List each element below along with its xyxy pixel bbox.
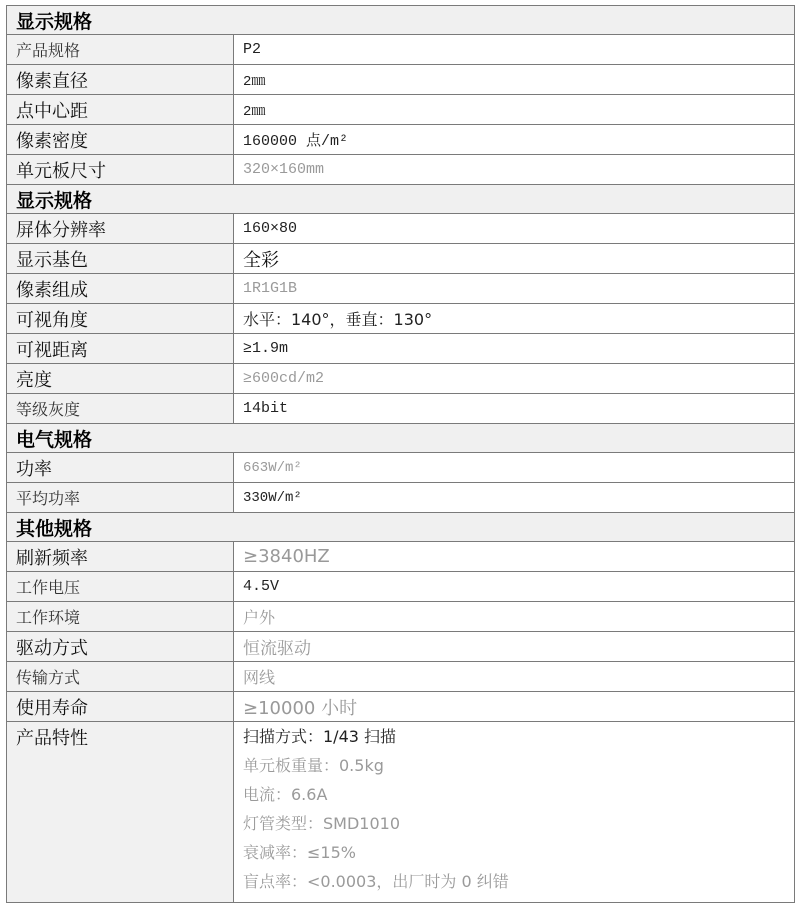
table-row — [7, 483, 795, 513]
table-row — [7, 453, 795, 483]
row-label: 等级灰度 — [7, 394, 234, 424]
feature-line: 衰减率：≤15% — [243, 843, 356, 862]
row-label: 像素直径 — [7, 65, 234, 95]
table-row — [7, 155, 795, 185]
table-row — [7, 364, 795, 394]
row-value: 1R1G1B — [234, 274, 795, 304]
features-list — [234, 722, 795, 903]
table-row — [7, 274, 795, 304]
row-label: 可视角度 — [7, 304, 234, 334]
row-label: 产品特性 — [7, 722, 234, 903]
table-row — [7, 542, 795, 572]
row-value: 2㎜ — [234, 95, 795, 125]
row-label: 像素密度 — [7, 125, 234, 155]
table-row — [7, 334, 795, 364]
row-value: 4.5V — [234, 572, 795, 602]
row-label: 平均功率 — [7, 483, 234, 513]
table-row — [7, 394, 795, 424]
table-row — [7, 214, 795, 244]
row-value: ≥10000 小时 — [234, 692, 795, 722]
row-label: 驱动方式 — [7, 632, 234, 662]
section-title-display-2: 显示规格 — [7, 185, 795, 214]
row-value: ≥600cd/m2 — [234, 364, 795, 394]
row-value: 330W/m² — [234, 483, 795, 513]
feature-line: 扫描方式：1/43 扫描 — [243, 727, 397, 746]
row-label: 点中心距 — [7, 95, 234, 125]
row-value: P2 — [234, 35, 795, 65]
row-label: 单元板尺寸 — [7, 155, 234, 185]
feature-line: 电流：6.6A — [243, 785, 328, 804]
row-label: 屏体分辨率 — [7, 214, 234, 244]
feature-line: 盲点率：<0.0003，出厂时为 0 纠错 — [243, 872, 509, 891]
table-row — [7, 632, 795, 662]
section-title-electrical: 电气规格 — [7, 424, 795, 453]
section-title-other: 其他规格 — [7, 513, 795, 542]
table-row — [7, 692, 795, 722]
spec-table — [6, 5, 795, 903]
row-value: 160000 点/m² — [234, 125, 795, 155]
table-row — [7, 662, 795, 692]
row-value: 网线 — [234, 662, 795, 692]
row-label: 刷新频率 — [7, 542, 234, 572]
section-title-display: 显示规格 — [7, 6, 795, 35]
table-row — [7, 244, 795, 274]
row-value: 户外 — [234, 602, 795, 632]
row-value: ≥3840HZ — [234, 542, 795, 572]
row-value: ≥1.9m — [234, 334, 795, 364]
feature-line: 灯管类型：SMD1010 — [243, 814, 401, 833]
row-value: 全彩 — [234, 244, 795, 274]
row-label: 像素组成 — [7, 274, 234, 304]
table-row — [7, 602, 795, 632]
row-value: 2㎜ — [234, 65, 795, 95]
row-label: 传输方式 — [7, 662, 234, 692]
row-value: 663W/m² — [234, 453, 795, 483]
row-value: 恒流驱动 — [234, 632, 795, 662]
table-row — [7, 35, 795, 65]
row-label: 工作电压 — [7, 572, 234, 602]
table-row — [7, 304, 795, 334]
row-label: 功率 — [7, 453, 234, 483]
row-label: 可视距离 — [7, 334, 234, 364]
row-label: 使用寿命 — [7, 692, 234, 722]
row-label: 工作环境 — [7, 602, 234, 632]
table-row — [7, 125, 795, 155]
row-value: 160×80 — [234, 214, 795, 244]
table-row — [7, 65, 795, 95]
row-value: 14bit — [234, 394, 795, 424]
row-label: 产品规格 — [7, 35, 234, 65]
row-label: 显示基色 — [7, 244, 234, 274]
feature-line: 单元板重量：0.5kg — [243, 756, 384, 775]
row-label: 亮度 — [7, 364, 234, 394]
table-row — [7, 572, 795, 602]
table-row — [7, 95, 795, 125]
row-value: 水平：140°，垂直：130° — [234, 304, 795, 334]
row-value: 320×160mm — [234, 155, 795, 185]
table-row-features — [7, 722, 795, 903]
